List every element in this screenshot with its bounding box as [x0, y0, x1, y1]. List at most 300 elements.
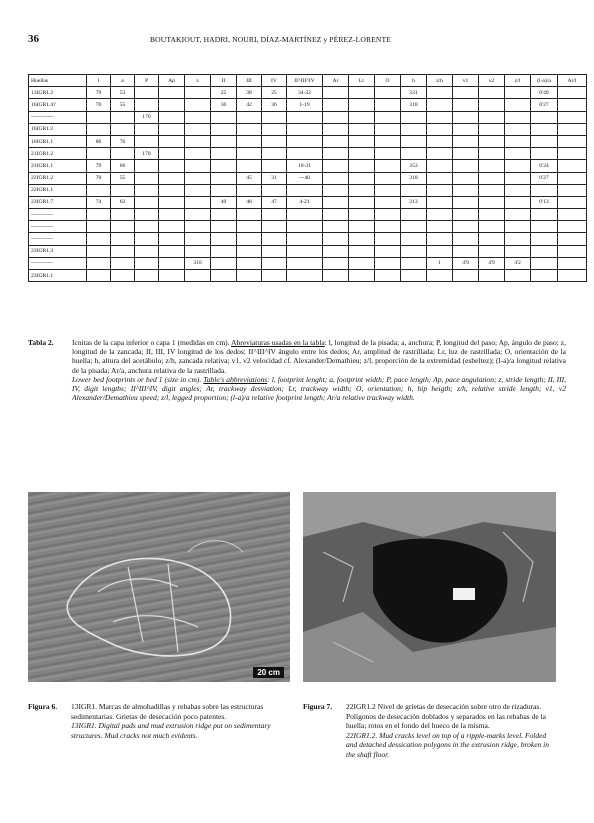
footprint-id-cell: 22IGR1.1 [29, 184, 87, 196]
table-cell [211, 160, 237, 172]
table-cell [262, 148, 287, 160]
table-cell: 38 [237, 87, 262, 99]
table-row [29, 87, 587, 99]
table-cell [479, 221, 505, 233]
table-cell [375, 245, 401, 257]
table-cell [211, 111, 237, 123]
caption-es-lead: Icnitas de la capa inferior o capa 1 (medidas en cm). [72, 338, 232, 347]
footprint-id-cell: 16IGR1.4? [29, 99, 87, 111]
table-cell [558, 270, 587, 282]
table-cell [427, 270, 453, 282]
table-cell [185, 111, 211, 123]
table-header-cell: v2 [479, 75, 505, 87]
table-cell [185, 148, 211, 160]
table-cell [427, 196, 453, 208]
table-cell [262, 135, 287, 147]
table-cell [111, 209, 135, 221]
table-cell [427, 99, 453, 111]
table-header-cell: z/h [427, 75, 453, 87]
figure-7-en: 22IGR1.2. Mud cracks level on top of a ripple-marks level. Folded and detached dessication polygons in the extrusion ridge, broken in the shaft floor. [346, 730, 550, 759]
footprint-id-cell: 21IGR1.2 [29, 148, 87, 160]
table-cell [558, 111, 587, 123]
table-row [29, 99, 587, 111]
caption-es-body: : l, longitud de la pisada; a, anchura; P, longitud del paso; Ap, ángulo de paso; z, longitud de la zancada; II, III, IV longitud de los dedos; II^III^IV ángulo entre los dedos; Ar, amplitud de rastrillada; Lr, luz de rastrillada; O, orientación de la huella; h, altura del acetábulo; z/h, zancada relativa; v1, v2 velocidad cf. Alexander/Demathieu; z/l, proporción de la extremidad (esbeltez); (l-a)/a longitud relativa de la pisada; Ar/a, anchura relativa de la rastrillada. [72, 338, 567, 375]
table-cell [287, 221, 323, 233]
footprint-id-cell: ------------ [29, 233, 87, 245]
table-cell [505, 221, 531, 233]
table-cell [237, 209, 262, 221]
table-cell [375, 148, 401, 160]
table-cell [185, 99, 211, 111]
table-cell [349, 270, 375, 282]
table-header-cell: O [375, 75, 401, 87]
table-row [29, 123, 587, 135]
table-cell [531, 184, 558, 196]
table-cell [531, 270, 558, 282]
table-cell [505, 160, 531, 172]
table-cell [453, 245, 479, 257]
table-cell [453, 99, 479, 111]
table-cell [323, 99, 349, 111]
table-cell [375, 270, 401, 282]
table-cell [375, 257, 401, 269]
table-cell [135, 172, 159, 184]
table-cell [111, 123, 135, 135]
table-cell [479, 270, 505, 282]
table-cell [479, 160, 505, 172]
table-cell [287, 257, 323, 269]
table-row [29, 245, 587, 257]
table-cell [505, 184, 531, 196]
table-cell [531, 111, 558, 123]
table-cell [323, 87, 349, 99]
table-cell [531, 257, 558, 269]
table-cell [159, 196, 185, 208]
table-cell [558, 99, 587, 111]
table-cell [453, 135, 479, 147]
table-cell [479, 123, 505, 135]
table-cell [531, 123, 558, 135]
table-cell [558, 233, 587, 245]
table-cell [479, 99, 505, 111]
table-cell [375, 87, 401, 99]
table-cell [159, 209, 185, 221]
table-cell [287, 245, 323, 257]
table-cell [159, 111, 185, 123]
table-cell [505, 99, 531, 111]
table-row [29, 209, 587, 221]
table-cell [453, 221, 479, 233]
table-cell [401, 184, 427, 196]
table-cell [375, 221, 401, 233]
table-cell [479, 209, 505, 221]
table-row [29, 257, 587, 269]
table-cell [349, 184, 375, 196]
footprint-id-cell: 23IGR1.1 [29, 270, 87, 282]
table-cell: 74 [87, 196, 111, 208]
table-cell: 70 [87, 172, 111, 184]
table-cell [185, 160, 211, 172]
table-cell [159, 221, 185, 233]
table-cell [505, 87, 531, 99]
table-cell [323, 270, 349, 282]
table-cell: 47 [262, 196, 287, 208]
table-header-row [29, 75, 587, 87]
table-cell [135, 196, 159, 208]
table-cell [453, 87, 479, 99]
table-cell: 4-21 [287, 196, 323, 208]
table-cell [531, 233, 558, 245]
table-cell: 10-31 [287, 160, 323, 172]
table-cell [159, 148, 185, 160]
table-header-cell: a [111, 75, 135, 87]
table-caption [28, 338, 566, 402]
table-cell [211, 123, 237, 135]
table-cell [87, 123, 111, 135]
table-cell [505, 245, 531, 257]
table-cell [111, 257, 135, 269]
table-cell [135, 209, 159, 221]
table-cell [427, 233, 453, 245]
table-row [29, 111, 587, 123]
footprint-id-cell: 13IGR1.2 [29, 87, 87, 99]
table-cell [87, 209, 111, 221]
table-cell [479, 111, 505, 123]
footprint-table [28, 74, 587, 282]
table-cell [87, 257, 111, 269]
figure-7-label: Figura 7. [303, 702, 333, 711]
table-cell [262, 221, 287, 233]
table-cell [323, 221, 349, 233]
table-cell [262, 209, 287, 221]
table-cell [558, 135, 587, 147]
table-cell [262, 257, 287, 269]
table-cell: 0'13 [531, 196, 558, 208]
table-cell [349, 257, 375, 269]
table-cell [135, 270, 159, 282]
table-cell [159, 123, 185, 135]
table-cell [479, 196, 505, 208]
figure-6-en: 13IGR1. Digital pads and mud extrusion ridge put on sedimentary structures. Mud cracks not much evidents. [71, 721, 271, 740]
table-cell [323, 148, 349, 160]
table-cell: 1 [427, 257, 453, 269]
table-cell [262, 184, 287, 196]
table-cell: 0'24 [531, 160, 558, 172]
table-cell [479, 87, 505, 99]
table-cell [427, 221, 453, 233]
table-cell [287, 123, 323, 135]
footprint-id-cell: 16IGR1.1 [29, 135, 87, 147]
table-cell [159, 160, 185, 172]
table-cell [211, 135, 237, 147]
table-cell [111, 221, 135, 233]
footprint-id-cell: 21IGR1.1 [29, 160, 87, 172]
table-cell: 48 [237, 196, 262, 208]
table-cell [401, 209, 427, 221]
table-cell [505, 233, 531, 245]
table-cell [159, 257, 185, 269]
table-header-cell: (l-a)/a [531, 75, 558, 87]
footprint-id-cell: ------------ [29, 209, 87, 221]
table-cell [323, 209, 349, 221]
table-cell [349, 111, 375, 123]
table-cell [375, 135, 401, 147]
table-cell: 62 [111, 196, 135, 208]
table-cell: 4'9 [453, 257, 479, 269]
table-cell: 0'49 [531, 87, 558, 99]
table-cell [505, 148, 531, 160]
table-cell: 55 [111, 172, 135, 184]
table-cell [135, 245, 159, 257]
table-cell [237, 257, 262, 269]
table-cell [287, 209, 323, 221]
footprint-id-cell: 16IGR1.2 [29, 123, 87, 135]
table-cell [558, 196, 587, 208]
table-cell [262, 111, 287, 123]
table-cell [375, 233, 401, 245]
table-cell: 25 [211, 87, 237, 99]
table-row [29, 221, 587, 233]
table-cell [375, 99, 401, 111]
table-cell [237, 123, 262, 135]
table-cell [237, 135, 262, 147]
table-cell [349, 99, 375, 111]
table-cell: 318 [401, 99, 427, 111]
table-cell [375, 172, 401, 184]
table-cell [287, 111, 323, 123]
table-cell [211, 257, 237, 269]
table-cell [349, 233, 375, 245]
table-cell [453, 233, 479, 245]
table-cell [505, 111, 531, 123]
table-header-cell: Ar/l [558, 75, 587, 87]
table-cell: 0'27 [531, 172, 558, 184]
table-cell [287, 184, 323, 196]
table-cell: 40 [211, 196, 237, 208]
table-cell: 76 [111, 135, 135, 147]
table-cell: 310 [185, 257, 211, 269]
table-cell [185, 221, 211, 233]
table-cell [453, 196, 479, 208]
table-cell [375, 196, 401, 208]
table-cell [262, 123, 287, 135]
table-header-cell: Huellas [29, 75, 87, 87]
table-cell [185, 123, 211, 135]
table-cell [531, 209, 558, 221]
footprint-id-cell: 22IGR1.2 [29, 172, 87, 184]
table-cell [135, 233, 159, 245]
table-cell [111, 111, 135, 123]
table-cell: 55 [111, 99, 135, 111]
table-cell [262, 245, 287, 257]
table-cell [558, 172, 587, 184]
table-header-cell: Ar [323, 75, 349, 87]
table-cell [87, 148, 111, 160]
table-cell [323, 233, 349, 245]
caption-es-abbrev-title: Abreviaturas usadas en la tabla [231, 338, 325, 347]
table-cell: 80 [87, 135, 111, 147]
table-cell [185, 245, 211, 257]
table-cell [159, 184, 185, 196]
table-cell [479, 184, 505, 196]
table-cell [111, 245, 135, 257]
table-cell [427, 135, 453, 147]
table-cell [237, 160, 262, 172]
table-cell [185, 135, 211, 147]
table-cell: 66 [111, 160, 135, 172]
table-cell: 79 [87, 87, 111, 99]
table-header-cell: h [401, 75, 427, 87]
table-cell [401, 270, 427, 282]
table-cell [135, 160, 159, 172]
table-cell [401, 135, 427, 147]
table-cell [401, 123, 427, 135]
table-cell [479, 135, 505, 147]
footprint-id-cell: 23IGR1.3 [29, 245, 87, 257]
table-cell [185, 209, 211, 221]
table-cell [262, 270, 287, 282]
table-cell [159, 172, 185, 184]
footprint-id-cell: ------------ [29, 257, 87, 269]
table-cell [558, 221, 587, 233]
table-cell [479, 245, 505, 257]
table-cell [505, 172, 531, 184]
table-cell [237, 245, 262, 257]
table-cell [237, 270, 262, 282]
table-cell [323, 184, 349, 196]
table-cell [349, 135, 375, 147]
table-cell: ---40 [287, 172, 323, 184]
table-cell [558, 184, 587, 196]
table-row [29, 184, 587, 196]
table-row [29, 172, 587, 184]
table-cell [185, 270, 211, 282]
table-cell [558, 160, 587, 172]
table-cell [135, 87, 159, 99]
table-cell [453, 123, 479, 135]
table-cell [349, 160, 375, 172]
table-header-cell: l [87, 75, 111, 87]
table-row [29, 135, 587, 147]
table-cell [427, 111, 453, 123]
table-cell [185, 196, 211, 208]
table-cell [401, 221, 427, 233]
table-cell [185, 172, 211, 184]
table-cell [453, 270, 479, 282]
table-cell [211, 245, 237, 257]
table-cell: 4'9 [479, 257, 505, 269]
table-cell: 313 [401, 196, 427, 208]
table-cell [349, 123, 375, 135]
table-cell [427, 209, 453, 221]
table-cell: 318 [401, 172, 427, 184]
table-cell [558, 148, 587, 160]
table-cell [453, 184, 479, 196]
table-cell [287, 270, 323, 282]
table-header-cell: II^III^IV [287, 75, 323, 87]
table-header-cell: Lr [349, 75, 375, 87]
table-cell [135, 135, 159, 147]
table-cell: 0'27 [531, 99, 558, 111]
table-cell [375, 160, 401, 172]
table-cell [87, 270, 111, 282]
table-cell [237, 111, 262, 123]
table-cell [558, 209, 587, 221]
table-cell [531, 135, 558, 147]
table-cell [558, 87, 587, 99]
table-row [29, 196, 587, 208]
table-cell [401, 233, 427, 245]
table-cell: 25 [262, 87, 287, 99]
table-cell [111, 184, 135, 196]
table-cell [349, 172, 375, 184]
table-cell [287, 233, 323, 245]
table-cell: 31 [262, 172, 287, 184]
table-cell [453, 148, 479, 160]
footprint-photo-fig6 [28, 492, 290, 682]
table-header-cell: IV [262, 75, 287, 87]
table-cell [427, 184, 453, 196]
table-cell [505, 270, 531, 282]
table-body [29, 87, 587, 282]
table-row [29, 160, 587, 172]
figure-7-caption [303, 702, 556, 760]
table-cell [427, 245, 453, 257]
table-cell: 45 [237, 172, 262, 184]
table-header-cell: III [237, 75, 262, 87]
table-cell [479, 172, 505, 184]
table-cell: 34-32 [287, 87, 323, 99]
table-cell: 42 [237, 99, 262, 111]
table-cell [401, 257, 427, 269]
table-cell [211, 172, 237, 184]
table-cell [505, 209, 531, 221]
table-cell [349, 87, 375, 99]
table-cell [349, 196, 375, 208]
table-cell [135, 123, 159, 135]
table-cell: 53 [111, 87, 135, 99]
table-cell [287, 135, 323, 147]
table-cell: 1-19 [287, 99, 323, 111]
table-cell [375, 111, 401, 123]
table-cell [87, 221, 111, 233]
table-cell [349, 245, 375, 257]
table-cell [135, 257, 159, 269]
table-cell [401, 245, 427, 257]
table-cell [453, 172, 479, 184]
table-header-cell: Ap [159, 75, 185, 87]
table-cell [453, 111, 479, 123]
table-cell [531, 245, 558, 257]
table-cell [427, 87, 453, 99]
table-cell [287, 148, 323, 160]
footprint-outline-drawing [28, 492, 290, 682]
table-cell [159, 135, 185, 147]
table-cell: 36 [211, 99, 237, 111]
table-cell [87, 233, 111, 245]
table-cell: 4'2 [505, 257, 531, 269]
table-cell [505, 135, 531, 147]
table-cell [349, 221, 375, 233]
table-cell [401, 148, 427, 160]
table-cell [211, 148, 237, 160]
table-caption-label: Tabla 2. [28, 338, 54, 347]
table-cell [111, 270, 135, 282]
table-cell: 70 [87, 99, 111, 111]
table-cell [323, 160, 349, 172]
table-cell [159, 233, 185, 245]
table-cell [505, 196, 531, 208]
